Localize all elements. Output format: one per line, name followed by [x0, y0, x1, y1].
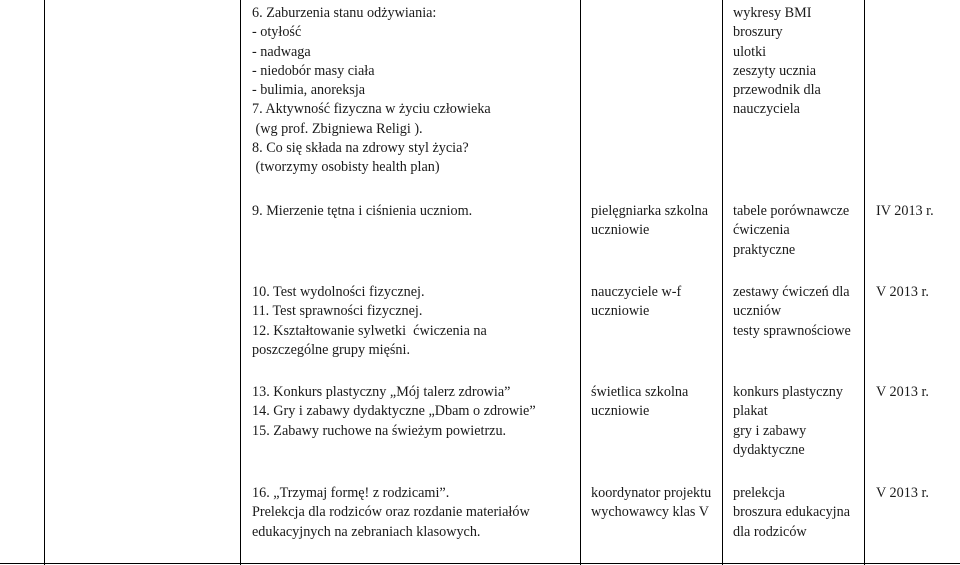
text-line: 10. Test wydolności fizycznej. — [252, 284, 425, 300]
column-divider — [240, 0, 241, 565]
text-line: Prelekcja dla rodziców oraz rozdanie materiałów — [252, 504, 530, 521]
text-line: edukacyjnych na zebraniach klasowych. — [252, 523, 481, 540]
text-line: - bulimia, anoreksja — [252, 82, 366, 99]
column-divider — [44, 0, 45, 565]
text-line: koordynator projektu — [591, 485, 712, 501]
text-line: poszczególne grupy mięśni. — [252, 341, 410, 358]
row-2-responsible — [591, 202, 708, 241]
text-line: 13. Konkurs plastyczny „Mój talerz zdrowia” — [252, 384, 511, 400]
column-divider — [864, 0, 865, 565]
text-line: 9. Mierzenie tętna i ciśnienia uczniom. — [252, 203, 473, 219]
text-line: - otyłość — [252, 24, 302, 41]
row-4-materials — [733, 383, 843, 460]
text-line: świetlica szkolna — [591, 384, 689, 400]
text-line: dla rodziców — [733, 523, 807, 540]
row-4-activities — [252, 383, 536, 441]
text-line: przewodnik dla — [733, 82, 821, 99]
text-line: 15. Zabawy ruchowe na świeżym powietrzu. — [252, 422, 507, 439]
text-line: zestawy ćwiczeń dla — [733, 284, 850, 300]
row-2-materials — [733, 202, 849, 260]
text-line: 11. Test sprawności fizycznej. — [252, 303, 423, 320]
text-line: praktyczne — [733, 241, 796, 258]
row-3-activities — [252, 283, 487, 360]
text-line: zeszyty ucznia — [733, 62, 817, 79]
text-line: tabele porównawcze — [733, 203, 850, 219]
row-2-date: IV 2013 r. — [876, 203, 934, 219]
text-line: plakat — [733, 403, 768, 420]
column-divider — [722, 0, 723, 565]
text-line: 6. Zaburzenia stanu odżywiania: — [252, 5, 437, 21]
row-5-date: V 2013 r. — [876, 485, 929, 501]
text-line: uczniów — [733, 303, 782, 320]
text-line: dydaktyczne — [733, 441, 805, 458]
row-5-activities — [252, 484, 530, 542]
row-5-materials — [733, 484, 850, 542]
table-bottom-border — [0, 563, 960, 564]
text-line: (wg prof. Zbigniewa Religi ). — [252, 120, 423, 137]
text-line: gry i zabawy — [733, 422, 807, 439]
text-line: 7. Aktywność fizyczna w życiu człowieka — [252, 101, 491, 118]
text-line: 14. Gry i zabawy dydaktyczne „Dbam o zdrowie” — [252, 403, 536, 420]
text-line: - nadwaga — [252, 43, 311, 60]
text-line: ćwiczenia — [733, 222, 790, 239]
text-line: prelekcja — [733, 485, 785, 501]
text-line: uczniowie — [591, 403, 650, 420]
row-3-date: V 2013 r. — [876, 284, 929, 300]
text-line: nauczyciela — [733, 101, 800, 118]
text-line: wykresy BMI — [733, 5, 812, 21]
text-line: broszura edukacyjna — [733, 504, 850, 521]
text-line: wychowawcy klas V — [591, 504, 709, 521]
text-line: nauczyciele w-f — [591, 284, 682, 300]
text-line: - niedobór masy ciała — [252, 62, 375, 79]
row-2-activities — [252, 202, 472, 221]
text-line: (tworzymy osobisty health plan) — [252, 159, 440, 176]
text-line: pielęgniarka szkolna — [591, 203, 708, 219]
row-3-responsible — [591, 283, 681, 322]
column-divider — [580, 0, 581, 565]
text-line: ulotki — [733, 43, 767, 60]
row-1-activities — [252, 4, 491, 178]
text-line: 8. Co się składa na zdrowy styl życia? — [252, 140, 469, 157]
text-line: 12. Kształtowanie sylwetki ćwiczenia na — [252, 322, 487, 339]
row-3-materials — [733, 283, 851, 341]
row-4-responsible — [591, 383, 688, 422]
text-line: uczniowie — [591, 303, 650, 320]
text-line: konkurs plastyczny — [733, 384, 843, 400]
text-line: testy sprawnościowe — [733, 322, 851, 339]
row-5-responsible — [591, 484, 711, 523]
row-4-date: V 2013 r. — [876, 384, 929, 400]
text-line: broszury — [733, 24, 783, 41]
text-line: uczniowie — [591, 222, 650, 239]
row-1-materials — [733, 4, 821, 120]
text-line: 16. „Trzymaj formę! z rodzicami”. — [252, 485, 450, 501]
